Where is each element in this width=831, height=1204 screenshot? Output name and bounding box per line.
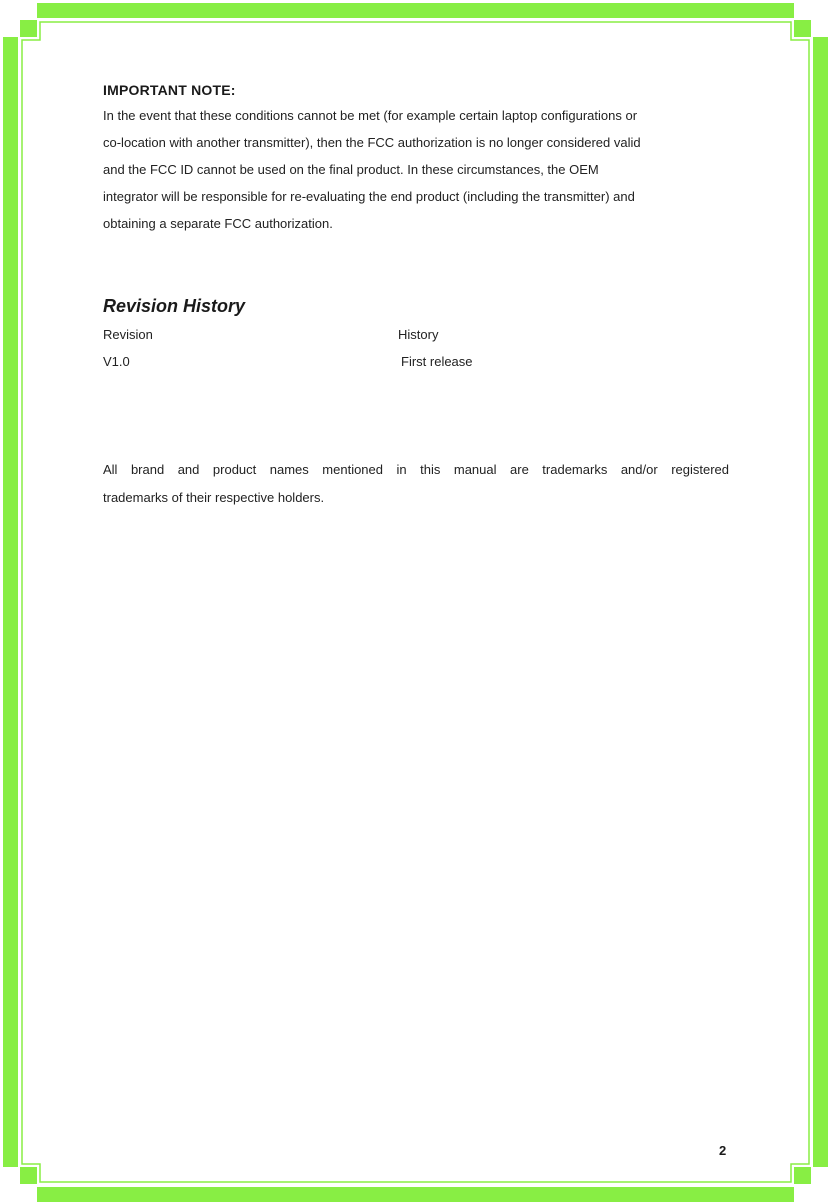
revision-table-header [103,327,729,345]
history-column-header: History [398,327,439,342]
note-line: In the event that these conditions cannot be met (for example certain laptop configurations or [103,108,638,123]
trademark-notice [103,456,729,512]
revision-history-title: Revision History [103,296,246,316]
note-line: obtaining a separate FCC authorization. [103,216,333,231]
table-row [103,354,729,372]
history-cell: First release [401,354,473,369]
important-note-body [103,102,729,237]
note-line: co-location with another transmitter), then the FCC authorization is no longer considered valid [103,135,641,150]
note-line: integrator will be responsible for re-evaluating the end product (including the transmitter) and [103,189,635,204]
note-line: and the FCC ID cannot be used on the final product. In these circumstances, the OEM [103,162,599,177]
page-number: 2 [719,1143,727,1158]
trademark-line: All brand and product names mentioned in this manual are trademarks and/or registered [103,462,729,477]
trademark-line: trademarks of their respective holders. [103,490,325,505]
important-note-heading: IMPORTANT NOTE: [103,82,236,98]
revision-cell: V1.0 [103,354,130,369]
revision-column-header: Revision [103,327,153,342]
